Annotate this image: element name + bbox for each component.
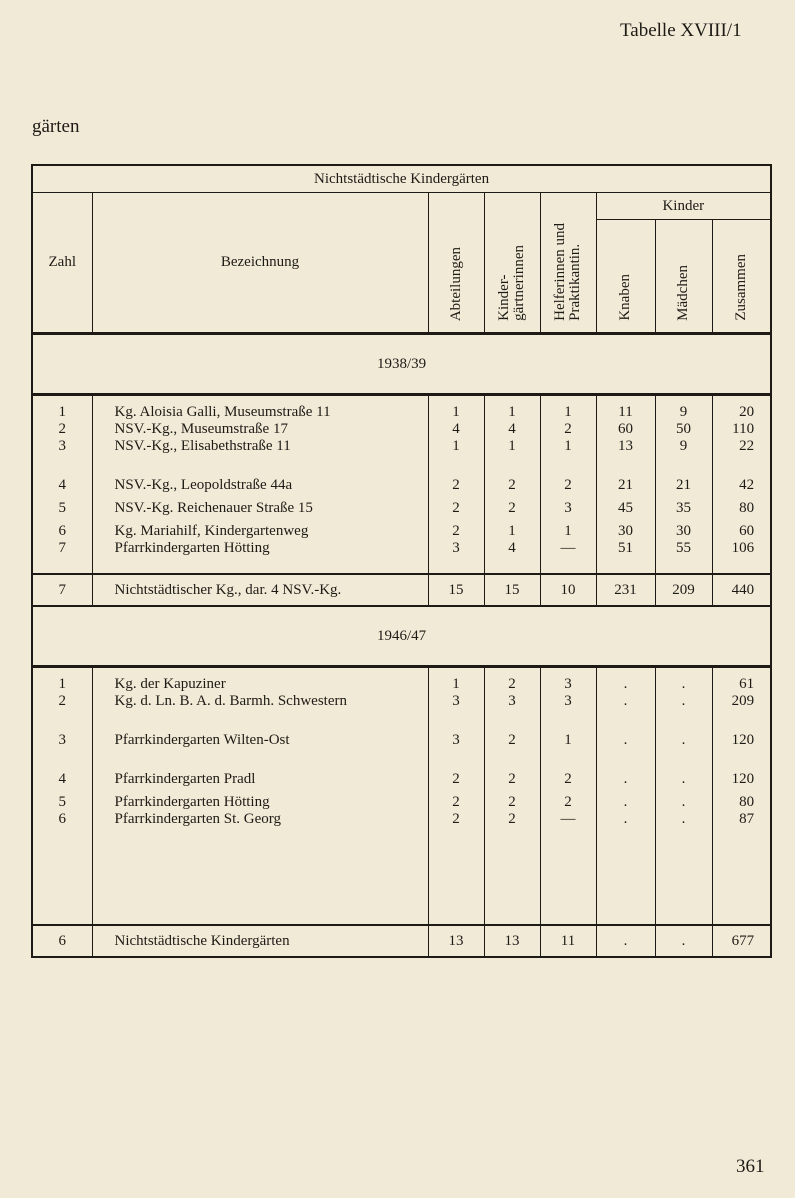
cell-value: 80 bbox=[712, 794, 771, 811]
table-row bbox=[32, 771, 771, 788]
cell-value: 1 bbox=[540, 438, 596, 455]
cell-name: Pfarrkindergarten St. Georg bbox=[92, 811, 428, 828]
cell-value: 3 bbox=[484, 693, 540, 710]
cell-value: 1 bbox=[428, 676, 484, 693]
cell-name: Kg. d. Ln. B. A. d. Barmh. Schwestern bbox=[92, 693, 428, 710]
table-row bbox=[32, 500, 771, 517]
header-zusammen: Zusammen bbox=[712, 220, 771, 334]
cell-name: Pfarrkindergarten Hötting bbox=[92, 794, 428, 811]
table-row bbox=[32, 523, 771, 540]
header-knaben: Knaben bbox=[596, 220, 655, 334]
header-bezeichnung: Bezeichnung bbox=[92, 193, 428, 334]
total-value: 6 bbox=[32, 925, 92, 957]
cell-value: 11 bbox=[596, 404, 655, 421]
cell-value: 30 bbox=[655, 523, 712, 540]
header-maedchen: Mädchen bbox=[655, 220, 712, 334]
table-row bbox=[32, 421, 771, 438]
cell-value: . bbox=[655, 771, 712, 788]
table-row bbox=[32, 540, 771, 557]
cell-value: 60 bbox=[596, 421, 655, 438]
cell-value: 1 bbox=[484, 438, 540, 455]
cell-value: 2 bbox=[540, 794, 596, 811]
page-number: 361 bbox=[736, 1156, 765, 1177]
cell-value: . bbox=[655, 811, 712, 828]
cell-value: 3 bbox=[428, 732, 484, 749]
total-value: 7 bbox=[32, 574, 92, 606]
total-label: Nichtstädtischer Kg., dar. 4 NSV.-Kg. bbox=[92, 574, 428, 606]
cell-value: 55 bbox=[655, 540, 712, 557]
cell-value: 80 bbox=[712, 500, 771, 517]
cell-value: 3 bbox=[540, 693, 596, 710]
kindergarten-table bbox=[31, 164, 770, 958]
total-value: 209 bbox=[655, 574, 712, 606]
cell-value: 1 bbox=[540, 523, 596, 540]
cell-value: 2 bbox=[428, 477, 484, 494]
cell-value: . bbox=[596, 771, 655, 788]
cell-value: 21 bbox=[596, 477, 655, 494]
total-row bbox=[32, 574, 771, 606]
total-value: . bbox=[655, 925, 712, 957]
cell-value: 3 bbox=[32, 732, 92, 749]
cell-value: 2 bbox=[32, 693, 92, 710]
cell-name: Pfarrkindergarten Wilten-Ost bbox=[92, 732, 428, 749]
cell-value: 5 bbox=[32, 794, 92, 811]
cell-name: Pfarrkindergarten Hötting bbox=[92, 540, 428, 557]
cell-value: 110 bbox=[712, 421, 771, 438]
cell-value: 2 bbox=[484, 732, 540, 749]
cell-value: 3 bbox=[32, 438, 92, 455]
cell-value: 1 bbox=[428, 438, 484, 455]
cell-value: 1 bbox=[484, 404, 540, 421]
table-row bbox=[32, 477, 771, 494]
header-helferinnen: Helferinnen und Praktikantin. bbox=[540, 193, 596, 334]
cell-value: 3 bbox=[428, 693, 484, 710]
data-table bbox=[31, 164, 772, 958]
cell-value: 2 bbox=[540, 771, 596, 788]
cell-name: NSV.-Kg., Elisabethstraße 11 bbox=[92, 438, 428, 455]
table-body bbox=[32, 334, 771, 958]
cell-value: 4 bbox=[32, 477, 92, 494]
cell-value: 6 bbox=[32, 523, 92, 540]
cell-value: 4 bbox=[484, 421, 540, 438]
cell-value: 9 bbox=[655, 404, 712, 421]
cell-value: . bbox=[596, 811, 655, 828]
cell-name: Kg. der Kapuziner bbox=[92, 676, 428, 693]
cell-value: 2 bbox=[540, 477, 596, 494]
cell-value: 2 bbox=[484, 477, 540, 494]
cell-value: 87 bbox=[712, 811, 771, 828]
total-value: 231 bbox=[596, 574, 655, 606]
cell-value: 1 bbox=[540, 732, 596, 749]
cell-value: 7 bbox=[32, 540, 92, 557]
cell-value: 22 bbox=[712, 438, 771, 455]
cell-value: 1 bbox=[484, 523, 540, 540]
cell-value: . bbox=[596, 794, 655, 811]
cell-value: . bbox=[655, 732, 712, 749]
table-title: Nichtstädtische Kindergärten bbox=[32, 165, 771, 193]
cell-value: 3 bbox=[540, 500, 596, 517]
total-value: . bbox=[596, 925, 655, 957]
cell-value: 9 bbox=[655, 438, 712, 455]
cell-value: 50 bbox=[655, 421, 712, 438]
total-value: 15 bbox=[428, 574, 484, 606]
table-row bbox=[32, 732, 771, 749]
cell-value: 13 bbox=[596, 438, 655, 455]
cell-name: Pfarrkindergarten Pradl bbox=[92, 771, 428, 788]
cell-value: . bbox=[596, 693, 655, 710]
table-row bbox=[32, 794, 771, 811]
period-label: 1938/39 bbox=[32, 334, 771, 395]
cell-value: 21 bbox=[655, 477, 712, 494]
cell-value: 2 bbox=[32, 421, 92, 438]
total-value: 677 bbox=[712, 925, 771, 957]
header-abteilungen: Abteilungen bbox=[428, 193, 484, 334]
cell-value: 106 bbox=[712, 540, 771, 557]
cell-value: 1 bbox=[428, 404, 484, 421]
total-value: 440 bbox=[712, 574, 771, 606]
cell-value: — bbox=[540, 540, 596, 557]
cell-value: 4 bbox=[484, 540, 540, 557]
cell-value: 4 bbox=[428, 421, 484, 438]
table-row bbox=[32, 811, 771, 828]
cell-value: 2 bbox=[428, 794, 484, 811]
cell-value: 2 bbox=[540, 421, 596, 438]
cell-value: 30 bbox=[596, 523, 655, 540]
cell-value: 42 bbox=[712, 477, 771, 494]
cell-value: . bbox=[596, 676, 655, 693]
cell-value: 2 bbox=[484, 794, 540, 811]
cell-value: . bbox=[655, 693, 712, 710]
page-reference: Tabelle XVIII/1 bbox=[620, 20, 742, 41]
total-value: 13 bbox=[484, 925, 540, 957]
table-row bbox=[32, 693, 771, 710]
cell-value: 120 bbox=[712, 732, 771, 749]
table-row bbox=[32, 676, 771, 693]
period-row bbox=[32, 606, 771, 667]
total-label: Nichtstädtische Kindergärten bbox=[92, 925, 428, 957]
heading-fragment: gärten bbox=[32, 116, 80, 137]
header-kindergaertnerinnen: Kinder- gärtnerinnen bbox=[484, 193, 540, 334]
cell-name: Kg. Aloisia Galli, Museumstraße 11 bbox=[92, 404, 428, 421]
cell-value: 3 bbox=[428, 540, 484, 557]
cell-name: NSV.-Kg. Reichenauer Straße 15 bbox=[92, 500, 428, 517]
cell-name: NSV.-Kg., Leopoldstraße 44a bbox=[92, 477, 428, 494]
cell-value: . bbox=[655, 676, 712, 693]
cell-name: Kg. Mariahilf, Kindergartenweg bbox=[92, 523, 428, 540]
cell-value: 209 bbox=[712, 693, 771, 710]
table-row bbox=[32, 438, 771, 455]
cell-value: 60 bbox=[712, 523, 771, 540]
total-value: 13 bbox=[428, 925, 484, 957]
cell-value: 2 bbox=[428, 811, 484, 828]
total-value: 11 bbox=[540, 925, 596, 957]
cell-name: NSV.-Kg., Museumstraße 17 bbox=[92, 421, 428, 438]
cell-value: 1 bbox=[32, 404, 92, 421]
cell-value: 2 bbox=[484, 676, 540, 693]
cell-value: 120 bbox=[712, 771, 771, 788]
total-value: 15 bbox=[484, 574, 540, 606]
cell-value: 3 bbox=[540, 676, 596, 693]
cell-value: 2 bbox=[428, 523, 484, 540]
table-row bbox=[32, 404, 771, 421]
cell-value: 61 bbox=[712, 676, 771, 693]
cell-value: . bbox=[596, 732, 655, 749]
header-kinder: Kinder bbox=[596, 193, 771, 220]
cell-value: 2 bbox=[428, 771, 484, 788]
cell-value: 2 bbox=[484, 500, 540, 517]
cell-value: 35 bbox=[655, 500, 712, 517]
cell-value: 2 bbox=[428, 500, 484, 517]
cell-value: 2 bbox=[484, 771, 540, 788]
cell-value: — bbox=[540, 811, 596, 828]
cell-value: . bbox=[655, 794, 712, 811]
period-row bbox=[32, 334, 771, 395]
cell-value: 51 bbox=[596, 540, 655, 557]
cell-value: 1 bbox=[540, 404, 596, 421]
cell-value: 2 bbox=[484, 811, 540, 828]
cell-value: 4 bbox=[32, 771, 92, 788]
period-label: 1946/47 bbox=[32, 606, 771, 667]
total-value: 10 bbox=[540, 574, 596, 606]
total-row bbox=[32, 925, 771, 957]
cell-value: 20 bbox=[712, 404, 771, 421]
cell-value: 45 bbox=[596, 500, 655, 517]
cell-value: 5 bbox=[32, 500, 92, 517]
cell-value: 1 bbox=[32, 676, 92, 693]
cell-value: 6 bbox=[32, 811, 92, 828]
header-zahl: Zahl bbox=[32, 193, 92, 334]
